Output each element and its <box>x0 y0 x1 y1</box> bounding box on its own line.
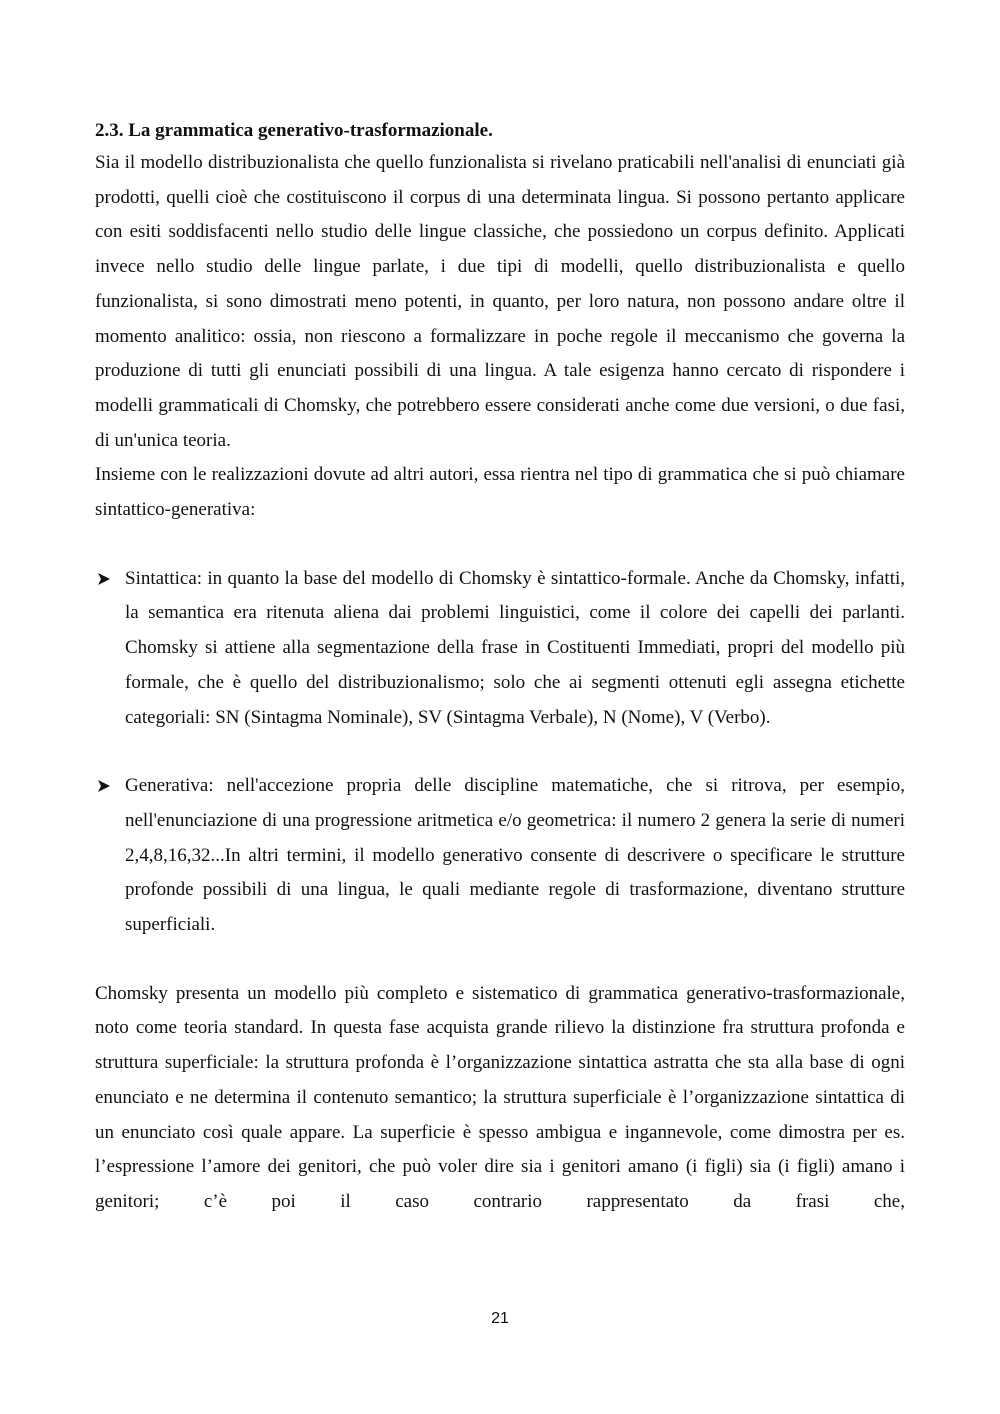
paragraph-lead-in: Insieme con le realizzazioni dovute ad altri autori, essa rientra nel tipo di grammatica che si può chiamare sintattico-generativa: <box>95 464 905 521</box>
paragraph-intro: Sia il modello distribuzionalista che quello funzionalista si rivelano praticabili nell'analisi di enunciati già prodotti, quelli cioè che costituiscono il corpus di una determinata lingua. Si possono pertanto applicare con esiti soddisfacenti nello studio delle lingue classiche, che possiedono un corpus definito. Applicati invece nello studio delle lingue parlate, i due tipi di modelli, quello distribuzionalista e quello funzionalista, si sono dimostrati meno potenti, in quanto, per loro natura, non possono andare oltre il momento analitico: ossia, non riescono a formalizzare in poche regole il meccanismo che governa la produzione di tutti gli enunciati possibili di una lingua. A tale esigenza hanno cercato di rispondere i modelli grammaticali di Chomsky, che potrebbero essere considerati anche come due versioni, o due fasi, di un'unica teoria. <box>95 152 905 451</box>
paragraph-closing: Chomsky presenta un modello più completo e sistematico di grammatica generativo-trasformazionale, noto come teoria standard. In questa fase acquista grande rilievo la distinzione fra struttura profonda e struttura superficiale: la struttura profonda è l’organizzazione sintattica astratta che sta alla base di ogni enunciato e ne determina il contenuto semantico; la struttura superficiale è l’organizzazione sintattica di un enunciato così quale appare. La superficie è spesso ambigua e ingannevole, come dimostra per es. l’espressione l’amore dei genitori, che può voler dire sia i genitori amano (i figli) sia (i figli) amano i genitori; c’è poi il caso contrario rappresentato da frasi che, <box>95 982 905 1212</box>
bullet-item-generativa <box>95 769 905 943</box>
spacer <box>95 528 905 562</box>
page-number: 21 <box>491 1310 509 1327</box>
section-heading: 2.3. La grammatica generativo-trasformazionale. <box>95 120 493 141</box>
spacer <box>95 943 905 977</box>
arrowhead-bullet-icon <box>97 572 111 586</box>
bullet-item-sintattica <box>95 562 905 736</box>
document-body <box>95 116 905 1220</box>
spacer <box>95 735 905 769</box>
bullet-text: Generativa: nell'accezione propria delle discipline matematiche, che si ritrova, per esempio, nell'enunciazione di una progressione aritmetica e/o geometrica: il numero 2 genera la serie di numeri 2,4,8,16,32...In altri termini, il modello generativo consente di descrivere o specificare le strutture profonde possibili di una lingua, le quali mediante regole di trasformazione, diventano strutture superficiali. <box>125 775 905 936</box>
bullet-text: Sintattica: in quanto la base del modello di Chomsky è sintattico-formale. Anche da Chomsky, infatti, la semantica era ritenuta aliena dai problemi linguistici, come il colore dei capelli dei parlanti. Chomsky si attiene alla segmentazione della frase in Costituenti Immediati, propri del modello più formale, che è quello del distribuzionalismo; solo che ai segmenti ottenuti egli assegna etichette categoriali: SN (Sintagma Nominale), SV (Sintagma Verbale), N (Nome), V (Verbo). <box>125 567 905 728</box>
arrowhead-bullet-icon <box>97 779 111 793</box>
